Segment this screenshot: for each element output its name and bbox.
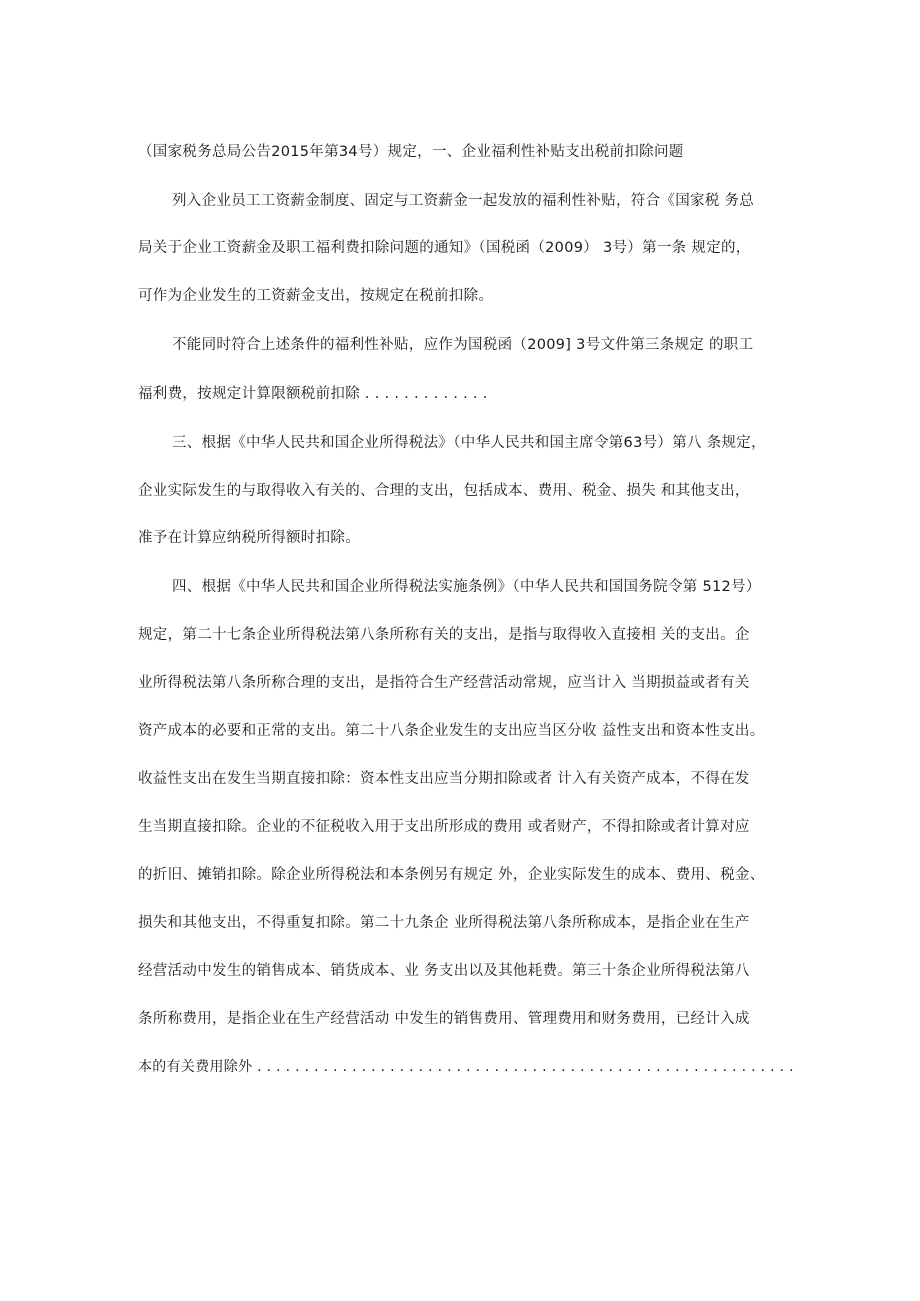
text-line: 业所得税法第八条所称合理的支出，是指符合生产经营活动常规，应当计入 当期损益或者有关 xyxy=(138,675,750,691)
text-line: 列入企业员工工资薪金制度、固定与工资薪金一起发放的福利性补贴，符合《国家税 务总 xyxy=(172,193,755,209)
text-line: （国家税务总局公告2015年第34号）规定，一、企业福利性补贴支出税前扣除问题 xyxy=(138,144,684,160)
text-line: 企业实际发生的与取得收入有关的、合理的支出，包括成本、费用、税金、损失 和其他支出， xyxy=(138,483,750,499)
text-line: 三、根据《中华人民共和国企业所得税法》（中华人民共和国主席令第63号）第八 条规定， xyxy=(172,435,766,451)
text-line: 生当期直接扣除。企业的不征税收入用于支出所形成的费用 或者财产，不得扣除或者计算对应 xyxy=(138,819,750,835)
text-line: 可作为企业发生的工资薪金支出，按规定在税前扣除。 xyxy=(138,288,494,304)
text-line: 损失和其他支出，不得重复扣除。第二十九条企 业所得税法第八条所称成本，是指企业在生产 xyxy=(138,915,750,931)
text-line: 准予在计算应纳税所得额时扣除。 xyxy=(138,530,360,546)
text-line: 资产成本的必要和正常的支出。第二十八条企业发生的支出应当区分收 益性支出和资本性支出。 xyxy=(138,723,765,739)
text-line: 收益性支出在发生当期直接扣除：资本性支出应当分期扣除或者 计入有关资产成本，不得在发 xyxy=(138,771,750,787)
text-line: 福利费，按规定计算限额税前扣除 . . . . . . . . . . . . . xyxy=(138,386,488,402)
text-line: 四、根据《中华人民共和国企业所得税法实施条例》（中华人民共和国国务院令第 512号） xyxy=(172,579,761,595)
text-line: 局关于企业工资薪金及职工福利费扣除问题的通知》（国税函（2009） 3号）第一条 规定的， xyxy=(138,240,751,256)
text-line: 经营活动中发生的销售成本、销货成本、业 务支出以及其他耗费。第三十条企业所得税法第八 xyxy=(138,963,750,979)
text-line: 不能同时符合上述条件的福利性补贴，应作为国税函（2009] 3号文件第三条规定 的职工 xyxy=(172,337,754,353)
text-line: 的折旧、摊销扣除。除企业所得税法和本条例另有规定 外，企业实际发生的成本、费用、税金、 xyxy=(138,867,765,883)
text-line: 条所称费用，是指企业在生产经营活动 中发生的销售费用、管理费用和财务费用，已经计入成 xyxy=(138,1011,750,1027)
text-line: 本的有关费用除外 . . . . . . . . . . . . . . . . . . . . . . . . . . . . . . . . . . . . . . . . . . . . . . . . . . . . . . . . . xyxy=(138,1059,794,1075)
text-line: 规定，第二十七条企业所得税法第八条所称有关的支出，是指与取得收入直接相 关的支出。企 xyxy=(138,627,750,643)
